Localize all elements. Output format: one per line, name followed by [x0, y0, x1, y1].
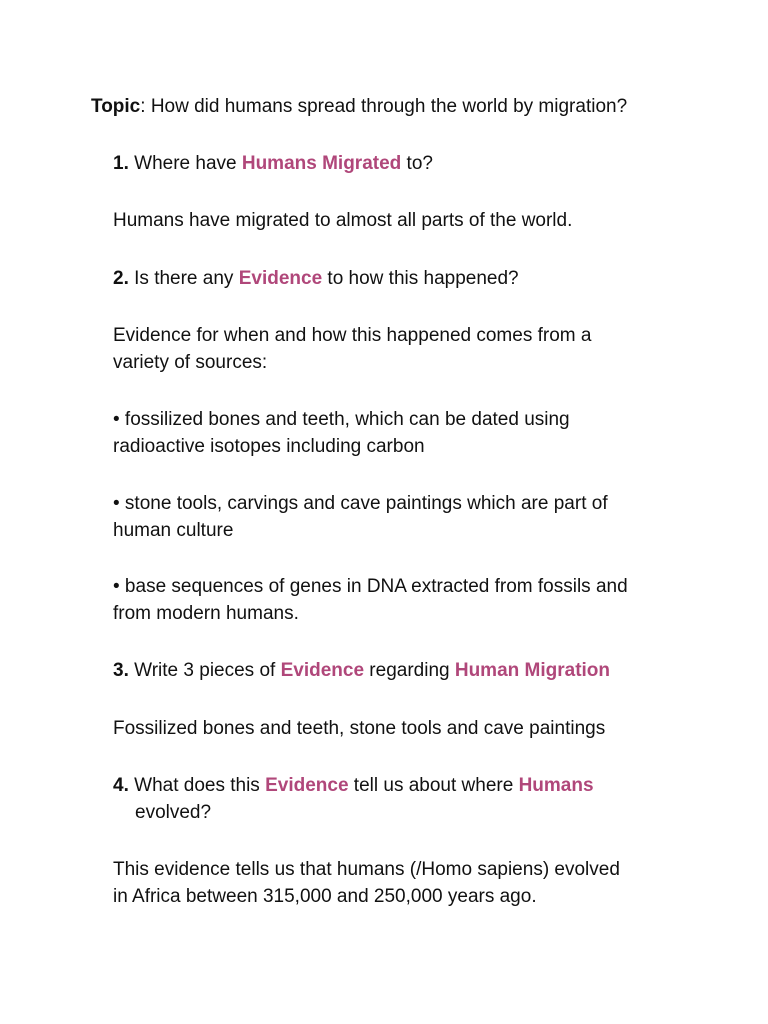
question-text: to how this happened?: [322, 268, 519, 289]
bullet-3-line-2: from modern humans.: [113, 603, 299, 624]
topic-line: [91, 93, 627, 120]
question-2: [113, 265, 519, 292]
keyword-human-migration: Human Migration: [454, 660, 611, 681]
question-number: 2.: [113, 268, 129, 289]
bullet-2-line-1: • stone tools, carvings and cave paintings which are part of: [113, 493, 608, 514]
topic-text: : How did humans spread through the world by migration?: [140, 96, 628, 117]
question-number: 1.: [113, 153, 129, 174]
keyword-evidence: Evidence: [280, 660, 365, 681]
answer-2-line-1: Evidence for when and how this happened comes from a: [113, 325, 592, 346]
keyword-humans-migrated: Humans Migrated: [241, 153, 402, 174]
answer-2-line-2: variety of sources:: [113, 352, 268, 373]
answer-4-line-1: This evidence tells us that humans (/Homo sapiens) evolved: [113, 859, 620, 880]
question-text: regarding: [364, 660, 455, 681]
keyword-humans: Humans: [518, 775, 594, 796]
keyword-evidence: Evidence: [238, 268, 323, 289]
question-text: Where have: [128, 153, 242, 174]
question-number: 4.: [113, 775, 129, 796]
question-text: Write 3 pieces of: [128, 660, 281, 681]
question-number: 3.: [113, 660, 129, 681]
bullet-3-line-1: • base sequences of genes in DNA extracted from fossils and: [113, 576, 628, 597]
bullet-2-line-2: human culture: [113, 520, 234, 541]
question-4: [113, 772, 594, 799]
topic-label: Topic: [91, 96, 141, 117]
question-text: tell us about where: [348, 775, 519, 796]
question-1: [113, 150, 433, 177]
question-4-line-2: evolved?: [135, 802, 212, 823]
answer-4-line-2: in Africa between 315,000 and 250,000 years ago.: [113, 886, 537, 907]
question-text: What does this: [128, 775, 266, 796]
bullet-1-line-1: • fossilized bones and teeth, which can be dated using: [113, 409, 570, 430]
keyword-evidence: Evidence: [265, 775, 349, 796]
question-text: Is there any: [128, 268, 239, 289]
answer-1: Humans have migrated to almost all parts of the world.: [113, 210, 573, 231]
question-3: [113, 657, 610, 684]
bullet-1-line-2: radioactive isotopes including carbon: [113, 436, 425, 457]
question-text: to?: [401, 153, 433, 174]
answer-3: Fossilized bones and teeth, stone tools and cave paintings: [113, 718, 606, 739]
